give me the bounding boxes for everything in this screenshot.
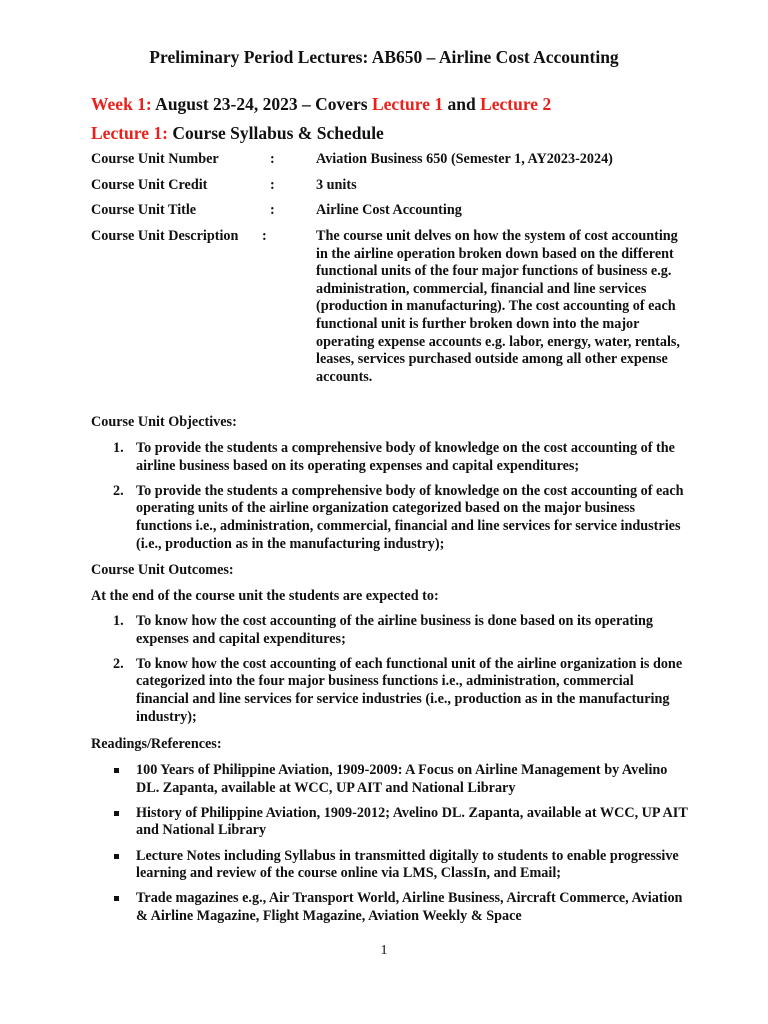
week-and: and bbox=[443, 94, 481, 114]
list-item-text: To know how the cost accounting of each functional unit of the airline organization is done categorized into the four major business functions i.e., administration, commercial financial and line services for service industries (i.e., production as in the manufacturing industry); bbox=[136, 655, 683, 725]
course-description-value: The course unit delves on how the system of cost accounting in the airline operation broken down based on the different functional units of the four major functions of business e.g. administration, commercial, financial and line services (production in manufacturing). The cost accounting of each functional unit is further broken down into the major operating expense accounts e.g. labor, energy, water, rentals, leases, services purchased outside among all other expense accounts. bbox=[316, 228, 680, 385]
list-item-text: To provide the students a comprehensive body of knowledge on the cost accounting of each operating units of the airline organization categorized based on the major business functions i.e., administration, commercial, financial and line services for service industries (i.e., production as in the manufacturing industry); bbox=[136, 482, 684, 552]
list-item bbox=[108, 848, 688, 883]
lecture-title: Course Syllabus & Schedule bbox=[167, 123, 384, 143]
course-credit-value: 3 units bbox=[316, 177, 357, 193]
outcomes-list bbox=[108, 613, 688, 734]
outcomes-heading: Course Unit Outcomes: bbox=[91, 562, 234, 578]
course-title-value: Airline Cost Accounting bbox=[316, 202, 462, 218]
course-number-colon: : bbox=[270, 151, 275, 167]
course-credit-label: Course Unit Credit bbox=[91, 177, 208, 193]
course-credit-colon: : bbox=[270, 177, 275, 193]
course-description-label: Course Unit Description bbox=[91, 228, 239, 244]
square-bullet-icon bbox=[114, 811, 119, 816]
list-item bbox=[108, 440, 688, 475]
document-title: Preliminary Period Lectures: AB650 – Airline Cost Accounting bbox=[149, 47, 619, 67]
square-bullet-icon bbox=[114, 768, 119, 773]
list-item bbox=[108, 656, 688, 726]
square-bullet-icon bbox=[114, 896, 119, 901]
week-lecture-1: Lecture 1 bbox=[371, 94, 444, 114]
lecture-label: Lecture 1: bbox=[91, 123, 168, 143]
outcomes-intro: At the end of the course unit the students are expected to: bbox=[91, 588, 439, 604]
course-title-label: Course Unit Title bbox=[91, 202, 197, 218]
course-title-colon: : bbox=[270, 202, 275, 218]
list-number: 1. bbox=[113, 613, 124, 629]
list-item-text: Trade magazines e.g., Air Transport World, Airline Business, Aircraft Commerce, Aviation & Airline Magazine, Flight Magazine, Aviation Weekly & Space bbox=[136, 890, 683, 924]
week-dates: August 23-24, 2023 – Covers bbox=[151, 94, 372, 114]
objectives-heading: Course Unit Objectives: bbox=[91, 414, 237, 430]
list-item bbox=[108, 762, 688, 797]
list-item-text: To provide the students a comprehensive body of knowledge on the cost accounting of the airline business based on its operating expenses and capital expenditures; bbox=[136, 440, 675, 474]
page-number: 1 bbox=[380, 943, 388, 958]
week-heading bbox=[91, 94, 551, 115]
list-number: 2. bbox=[113, 655, 124, 672]
list-item-text: History of Philippine Aviation, 1909-2012; Avelino DL. Zapanta, available at WCC, UP AIT and National Library bbox=[136, 804, 688, 839]
list-item bbox=[108, 613, 688, 648]
lecture-heading bbox=[91, 123, 384, 144]
list-item bbox=[108, 805, 688, 840]
list-number: 1. bbox=[113, 440, 124, 456]
list-item bbox=[108, 483, 688, 553]
square-bullet-icon bbox=[114, 854, 119, 859]
course-description-colon: : bbox=[262, 228, 267, 244]
course-number-label: Course Unit Number bbox=[91, 151, 219, 167]
list-item-text: Lecture Notes including Syllabus in transmitted digitally to students to enable progressive learning and review of the course online via LMS, ClassIn, and Email; bbox=[136, 847, 679, 882]
list-item bbox=[108, 890, 688, 925]
objectives-list bbox=[108, 440, 688, 561]
list-item-text: 100 Years of Philippine Aviation, 1909-2009: A Focus on Airline Management by Avelino DL. Zapanta, available at WCC, UP AIT and National Library bbox=[136, 762, 668, 796]
readings-heading: Readings/References: bbox=[91, 736, 222, 752]
week-label: Week 1: bbox=[91, 94, 152, 114]
course-number-value: Aviation Business 650 (Semester 1, AY2023-2024) bbox=[316, 151, 613, 167]
readings-list bbox=[108, 762, 688, 933]
week-lecture-2: Lecture 2 bbox=[480, 94, 552, 114]
list-item-text: To know how the cost accounting of the airline business is done based on its operating expenses and capital expenditures; bbox=[136, 613, 653, 647]
list-number: 2. bbox=[113, 482, 124, 499]
